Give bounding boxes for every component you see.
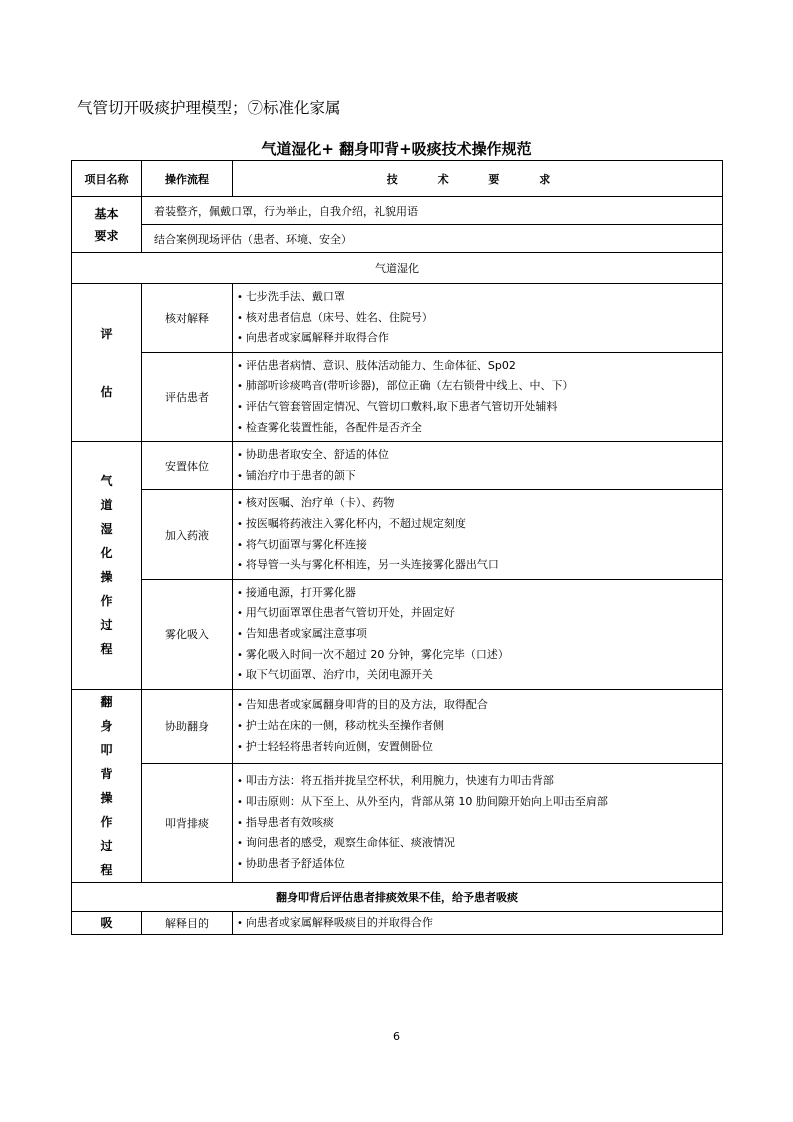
group-label: 气 道 湿 化 操 作 过 程 (72, 442, 142, 690)
turn-process-group (72, 689, 723, 882)
step-requirements (233, 490, 723, 579)
list-item: • 询问患者的感受，观察生命体征、痰液情况 (237, 833, 722, 854)
group-label: 翻 身 叩 背 操 作 过 程 (72, 689, 142, 882)
list-item: • 叩击方法：将五指并拢呈空杯状，利用腕力，快速有力叩击背部 (237, 771, 722, 792)
step-requirements (233, 689, 723, 763)
step-name: 解释目的 (142, 911, 233, 935)
list-item: • 用气切面罩罩住患者气管切开处，并固定好 (237, 603, 722, 624)
step-requirements (233, 763, 723, 882)
col-header-requirements: 技 术 要 求 (233, 161, 723, 197)
list-item: • 告知患者或家属翻身叩背的目的及方法，取得配合 (237, 695, 722, 716)
list-item: • 核对患者信息（床号、姓名、住院号） (237, 308, 722, 329)
humid-process-group (72, 442, 723, 690)
table-row (72, 284, 723, 353)
step-requirements (233, 911, 723, 935)
suction-label: 吸 (72, 911, 142, 935)
step-requirements (233, 579, 723, 689)
step-requirements (233, 284, 723, 353)
section-title: 翻身叩背后评估患者排痰效果不佳，给予患者吸痰 (72, 882, 723, 911)
list-item: • 取下气切面罩、治疗巾，关闭电源开关 (237, 665, 722, 686)
table-row (72, 689, 723, 763)
basic-req-2: 结合案例现场评估（患者、环境、安全） (142, 225, 723, 253)
list-item: • 指导患者有效咳痰 (237, 813, 722, 834)
header-line: 气管切开吸痰护理模型；⑦标准化家属 (77, 99, 341, 117)
document-title: 气道湿化+ 翻身叩背+吸痰技术操作规范 (261, 140, 532, 158)
list-item: • 护士站在床的一侧，移动枕头至操作者侧 (237, 716, 722, 737)
list-item: • 叩击原则：从下至上、从外至内，背部从第 10 肋间隙开始向上叩击至肩部 (237, 792, 722, 813)
table-row (72, 352, 723, 441)
table-row (72, 197, 723, 225)
col-header-flow: 操作流程 (142, 161, 233, 197)
list-item: • 护士轻轻将患者转向近侧，安置侧卧位 (237, 737, 722, 758)
list-item: • 告知患者或家属注意事项 (237, 624, 722, 645)
list-item: • 接通电源，打开雾化器 (237, 583, 722, 604)
table-row (72, 225, 723, 253)
table-header-row (72, 161, 723, 197)
section-row-suction (72, 882, 723, 911)
step-name: 加入药液 (142, 490, 233, 579)
list-item: • 评估气管套管固定情况、气管切口敷料,取下患者气管切开处辅料 (237, 397, 722, 418)
step-name: 核对解释 (142, 284, 233, 353)
page-number: 6 (393, 1030, 400, 1043)
basic-req-1: 着装整齐，佩戴口罩，行为举止，自我介绍，礼貌用语 (142, 197, 723, 225)
table-row (72, 763, 723, 882)
table-row (72, 911, 723, 935)
list-item: • 将气切面罩与雾化杯连接 (237, 535, 722, 556)
list-item: • 协助患者取安全、舒适的体位 (237, 445, 722, 466)
step-name: 叩背排痰 (142, 763, 233, 882)
list-item: • 向患者或家属解释并取得合作 (237, 328, 722, 349)
list-item: • 按医嘱将药液注入雾化杯内，不超过规定刻度 (237, 514, 722, 535)
group-label: 评 估 (72, 284, 142, 442)
basic-label: 基本 要求 (72, 197, 142, 253)
list-item: • 铺治疗巾于患者的颌下 (237, 466, 722, 487)
list-item: • 向患者或家属解释吸痰目的并取得合作 (237, 913, 722, 934)
step-requirements (233, 442, 723, 490)
list-item: • 七步洗手法、戴口罩 (237, 287, 722, 308)
list-item: • 将导管一头与雾化杯相连，另一头连接雾化器出气口 (237, 555, 722, 576)
list-item: • 评估患者病情、意识、肢体活动能力、生命体征、Sp02 (237, 356, 722, 377)
step-name: 协助翻身 (142, 689, 233, 763)
step-name: 评估患者 (142, 352, 233, 441)
table-row (72, 579, 723, 689)
section-row-humidification (72, 253, 723, 284)
table-row (72, 442, 723, 490)
col-header-item: 项目名称 (72, 161, 142, 197)
step-requirements (233, 352, 723, 441)
procedure-table (71, 160, 723, 935)
step-name: 安置体位 (142, 442, 233, 490)
table-row (72, 490, 723, 579)
list-item: • 雾化吸入时间一次不超过 20 分钟，雾化完毕（口述） (237, 645, 722, 666)
list-item: • 检查雾化装置性能，各配件是否齐全 (237, 418, 722, 439)
list-item: • 肺部听诊痰鸣音(带听诊器)，部位正确（左右锁骨中线上、中、下） (237, 376, 722, 397)
list-item: • 协助患者予舒适体位 (237, 854, 722, 875)
section-title: 气道湿化 (72, 253, 723, 284)
list-item: • 核对医嘱、治疗单（卡）、药物 (237, 493, 722, 514)
step-name: 雾化吸入 (142, 579, 233, 689)
assess-group (72, 284, 723, 442)
